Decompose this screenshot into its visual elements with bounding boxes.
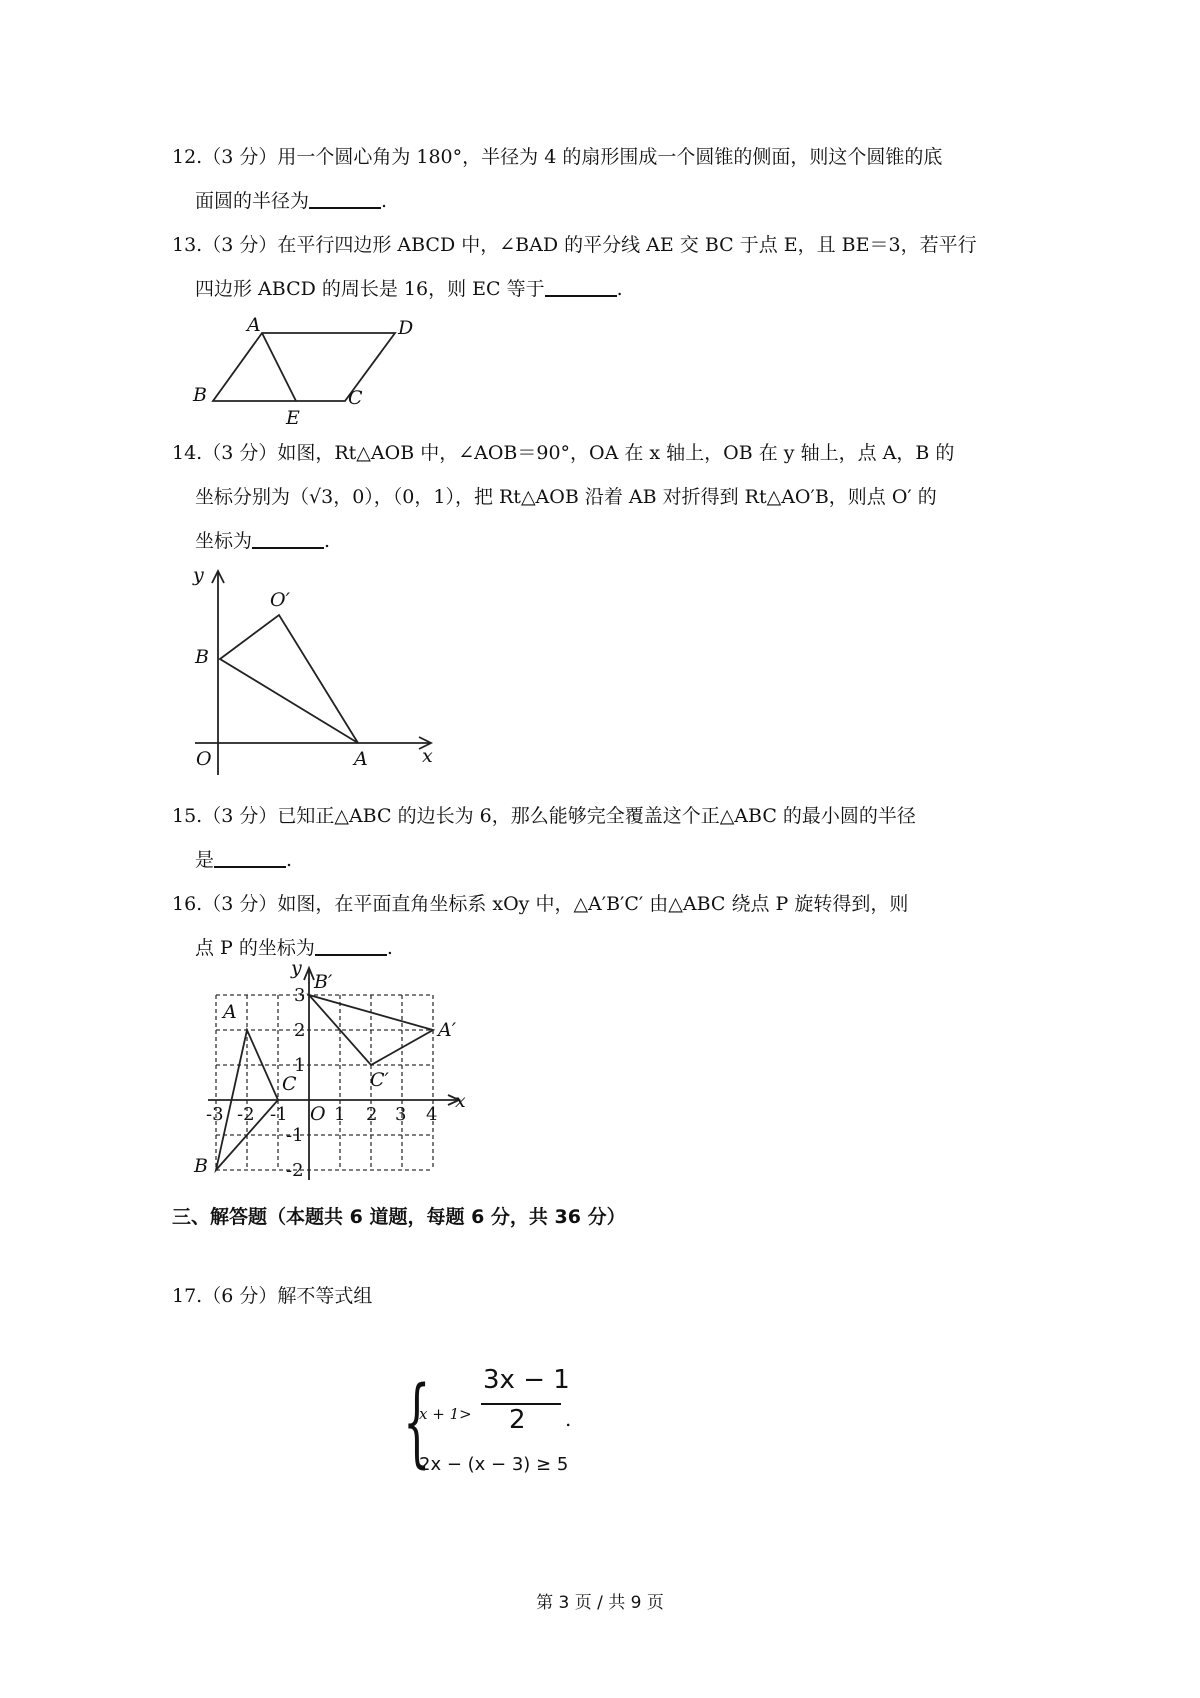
label-e: E xyxy=(286,407,300,429)
q16-line1: 16.（3 分）如图，在平面直角坐标系 xOy 中，△A′B′C′ 由△ABC 绕点 P 旋转得到，则 xyxy=(172,893,909,915)
label-b: B xyxy=(195,646,209,668)
tick-y-2: 2 xyxy=(294,1020,306,1041)
section-3-heading: 三、解答题（本题共 6 道题，每题 6 分，共 36 分） xyxy=(172,1206,626,1228)
q14-line2: 坐标分别为（√3，0），（0，1），把 Rt△AOB 沿着 AB 对折得到 Rt△AO′B，则点 O′ 的 xyxy=(195,486,937,508)
label-b: B xyxy=(194,1155,208,1177)
label-x: x xyxy=(422,745,433,767)
q14-coordinate-figure xyxy=(190,565,450,780)
parallelogram-abcd xyxy=(213,333,395,401)
answer-blank xyxy=(214,848,286,868)
ineq1-left: x + 1> xyxy=(419,1405,472,1423)
q13-line2-text: 四边形 ABCD 的周长是 16，则 EC 等于 xyxy=(195,278,545,300)
tick-x-neg2: -2 xyxy=(237,1104,255,1125)
q13-line2: 四边形 ABCD 的周长是 16，则 EC 等于 . xyxy=(195,278,623,300)
tick-y-neg1: -1 xyxy=(286,1125,304,1146)
label-y: y xyxy=(291,957,302,979)
label-c: C xyxy=(348,387,363,409)
q13-line1: 13.（3 分）在平行四边形 ABCD 中，∠BAD 的平分线 AE 交 BC 于点 E，且 BE＝3，若平行 xyxy=(172,234,977,256)
tick-y-neg2: -2 xyxy=(286,1160,304,1181)
tick-y-3: 3 xyxy=(294,985,306,1006)
ineq1-numerator: 3x − 1 xyxy=(483,1365,570,1395)
triangle-ao-prime-b xyxy=(220,615,358,743)
q12-line2: 面圆的半径为 . xyxy=(195,190,388,212)
q16-line2: 点 P 的坐标为 . xyxy=(195,937,393,959)
label-a: A xyxy=(247,314,261,336)
inequality-system xyxy=(403,1365,583,1490)
page-footer: 第 3 页 / 共 9 页 xyxy=(536,1593,664,1613)
q13-parallelogram-figure xyxy=(190,314,450,429)
q16-line2-text: 点 P 的坐标为 xyxy=(195,937,315,959)
label-o: O xyxy=(310,1103,326,1125)
tick-x-neg3: -3 xyxy=(206,1104,224,1125)
q15-line1: 15.（3 分）已知正△ABC 的边长为 6，那么能够完全覆盖这个正△ABC 的最小圆的半径 xyxy=(172,805,916,827)
label-o: O xyxy=(196,748,212,770)
tick-y-1: 1 xyxy=(294,1055,306,1076)
label-a-prime: A′ xyxy=(438,1019,457,1041)
tick-x-neg1: -1 xyxy=(270,1104,288,1125)
q15-line2: 是 . xyxy=(195,849,293,871)
label-c-prime: C′ xyxy=(370,1069,389,1091)
q16-grid-figure xyxy=(190,958,480,1193)
ineq1-denominator: 2 xyxy=(509,1405,526,1435)
label-b: B xyxy=(193,384,207,406)
answer-blank xyxy=(545,277,617,297)
label-x: x xyxy=(455,1090,466,1112)
q15-line2-text: 是 xyxy=(195,849,215,871)
label-d: D xyxy=(398,317,414,339)
answer-blank xyxy=(252,529,324,549)
q12-line2-text: 面圆的半径为 xyxy=(195,190,310,212)
q14-line3-text: 坐标为 xyxy=(195,530,253,552)
tick-x-4: 4 xyxy=(426,1104,438,1125)
tick-x-2: 2 xyxy=(366,1104,378,1125)
tick-x-3: 3 xyxy=(395,1104,407,1125)
q14-line1: 14.（3 分）如图，Rt△AOB 中，∠AOB＝90°，OA 在 x 轴上，OB 在 y 轴上，点 A，B 的 xyxy=(172,442,955,464)
left-brace: { xyxy=(403,1366,431,1478)
answer-blank xyxy=(315,936,387,956)
segment-ae xyxy=(262,333,296,401)
label-a: A xyxy=(223,1001,237,1023)
q17-prefix: 17.（6 分）解不等式组 xyxy=(172,1285,373,1307)
label-y: y xyxy=(193,564,204,586)
tick-x-1: 1 xyxy=(334,1104,346,1125)
q12-line1: 12.（3 分）用一个圆心角为 180°，半径为 4 的扇形围成一个圆锥的侧面，则这个圆锥的底 xyxy=(172,146,943,168)
q14-line3: 坐标为 . xyxy=(195,530,331,552)
label-c: C xyxy=(282,1073,297,1095)
answer-blank xyxy=(309,189,381,209)
ineq-end-period: . xyxy=(565,1407,572,1431)
label-a: A xyxy=(354,748,368,770)
ineq2: 2x − (x − 3) ≥ 5 xyxy=(419,1454,569,1475)
label-o-prime: O′ xyxy=(270,589,290,611)
label-b-prime: B′ xyxy=(314,971,333,993)
